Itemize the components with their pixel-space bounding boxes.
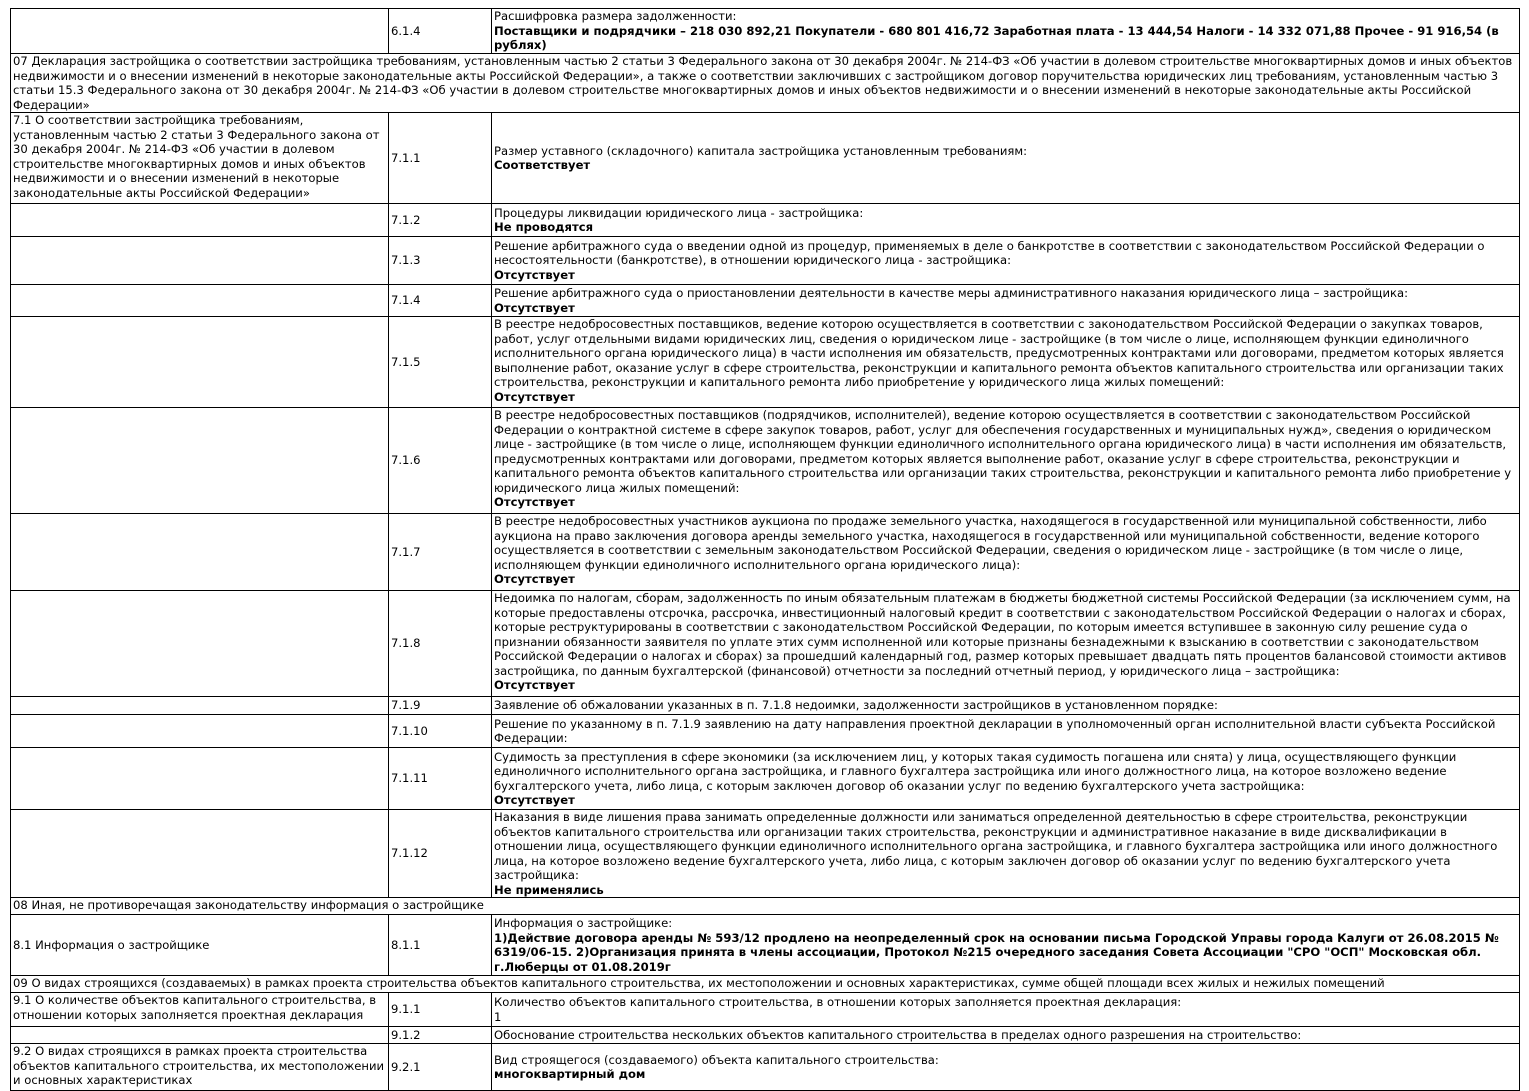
item-label: В реестре недобросовестных поставщиков, ведение которою осуществляется в соответствии с законодательством Российской Федерации о закупках товаров, работ, услуг отдельными видами юридических лиц, сведения о юридическом лице - застройщике (в том числе о лице, исполняющем функции единоличного исполнительного органа юридического лица) в части исполнения им обязательств, предусмотренных контрактами или договорами, предметом которых является выполнение работ, оказание услуг в сфере строительства, реконструкции и капитального ремонта объектов капитального строительства или организации таких строительства, реконструкции и капитального ремонта либо приобретение у юридического лица жилых помещений: <box>494 317 1504 389</box>
item-value: Поставщики и подрядчики – 218 030 892,21 Покупатели - 680 801 416,72 Заработная плата - 13 444,54 Налоги - 14 332 071,88 Прочее - 91 916,54 (в рублях) <box>494 23 1499 53</box>
item-code: 7.1.12 <box>389 810 492 898</box>
item-value: 1)Действие договора аренды № 593/12 продлено на неопределенный срок на основании письма Городской Управы города Калуги от 26.08.2015 № 6319/06-15. 2)Организация принята в члены ассоциации, Протокол №215 очередного заседания Совета Ассоциации "СРО "ОСП" Московская обл. г.Люберцы от 01.08.2019г <box>494 930 1499 974</box>
item-row <box>11 9 1520 54</box>
item-value: Не проводятся <box>494 220 594 234</box>
item-label: Вид строящегося (создаваемого) объекта капитального строительства: <box>494 1052 939 1067</box>
item-code: 6.1.4 <box>389 9 492 54</box>
item-code: 7.1.4 <box>389 285 492 317</box>
item-value: Соответствует <box>494 158 591 172</box>
item-label: В реестре недобросовестных участников аукциона по продаже земельного участка, находящегося в государственной или муниципальной собственности, либо аукциона на право заключения договора аренды земельного участка, находящегося в государственной или муниципальной собственности, ведение которого осуществляется в соответствии с земельным законодательством Российской Федерации, сведения о юридическом лице - застройщике (в том числе о лице, исполняющем функции единоличного исполнительного органа юридического лица): <box>494 514 1487 572</box>
item-label: Размер уставного (складочного) капитала застройщика установленным требованиям: <box>494 143 1028 158</box>
item-code: 9.1.1 <box>389 993 492 1027</box>
item-content <box>492 993 1520 1027</box>
item-content <box>492 697 1520 715</box>
section-title <box>11 514 389 591</box>
section-title <box>11 408 389 514</box>
item-code: 8.1.1 <box>389 915 492 976</box>
item-content <box>492 9 1520 54</box>
item-code: 7.1.1 <box>389 113 492 204</box>
item-code: 7.1.11 <box>389 748 492 810</box>
item-content <box>492 810 1520 898</box>
item-label: Судимость за преступления в сфере экономики (за исключением лиц, у которых такая судимость погашена или снята) у лица, осуществляющего функции единоличного исполнительного органа застройщика, и главного бухгалтера застройщика или иного должностного лица, на которое возложено ведение бухгалтерского учета, либо лица, с которым заключен договор об оказании услуг по ведению бухгалтерского учета застройщика: <box>494 749 1457 793</box>
item-content <box>492 1027 1520 1044</box>
item-code: 7.1.7 <box>389 514 492 591</box>
item-label: Процедуры ликвидации юридического лица - застройщика: <box>494 205 864 220</box>
item-content <box>492 715 1520 748</box>
item-value: Отсутствует <box>494 678 575 692</box>
item-row <box>11 591 1520 697</box>
item-content <box>492 748 1520 810</box>
item-row <box>11 697 1520 715</box>
item-row <box>11 408 1520 514</box>
section-title <box>11 697 389 715</box>
item-content <box>492 237 1520 285</box>
section-header-row <box>11 54 1520 113</box>
item-code: 7.1.8 <box>389 591 492 697</box>
item-label: Заявление об обжаловании указанных в п. 7.1.8 недоимки, задолженности застройщиков в установленном порядке: <box>494 698 1218 713</box>
item-code: 9.1.2 <box>389 1027 492 1044</box>
item-label: Обоснование строительства нескольких объектов капитального строительства в пределах одного разрешения на строительство: <box>494 1027 1302 1042</box>
section-title <box>11 810 389 898</box>
item-value: Отсутствует <box>494 495 575 509</box>
item-label: Количество объектов капитального строительства, в отношении которых заполняется проектная декларация: <box>494 995 1182 1009</box>
section-title <box>11 9 389 54</box>
item-row <box>11 1044 1520 1091</box>
section-title <box>11 748 389 810</box>
item-value: Отсутствует <box>494 389 575 404</box>
section-title <box>11 317 389 408</box>
item-content <box>492 204 1520 237</box>
item-content <box>492 408 1520 514</box>
item-row <box>11 317 1520 408</box>
item-row <box>11 204 1520 237</box>
item-value: Отсутствует <box>494 267 575 282</box>
item-row <box>11 113 1520 204</box>
item-value: Отсутствует <box>494 572 575 586</box>
declaration-table-body <box>11 9 1520 1091</box>
item-code: 7.1.10 <box>389 715 492 748</box>
item-value: 1 <box>494 1009 502 1024</box>
item-row <box>11 810 1520 898</box>
item-label: Расшифровка размера задолженности: <box>494 9 737 24</box>
item-label: В реестре недобросовестных поставщиков (подрядчиков, исполнителей), ведение которою осуществляется в соответствии с законодательством Российской Федерации о контрактной системе в сфере закупок товаров, работ, услуг для обеспечения государственных и муниципальных нужд», сведения о юридическом лице - застройщике (в том числе о лице, исполняющем функции единоличного исполнительного органа юридического лица) в части исполнения им обязательств, предусмотренных контрактами или договорами, предметом которых является выполнение работ, оказание услуг в сфере строительства, реконструкции и капитального ремонта объектов капитального строительства или организации таких строительства, реконструкции и капитального ремонта либо приобретение у юридического лица жилых помещений: <box>494 408 1512 495</box>
item-code: 7.1.5 <box>389 317 492 408</box>
item-row <box>11 748 1520 810</box>
section-title: 8.1 Информация о застройщике <box>11 915 389 976</box>
item-content <box>492 915 1520 976</box>
item-value: Отсутствует <box>494 300 575 315</box>
section-title <box>11 1027 389 1044</box>
item-label: Решение арбитражного суда о приостановлении деятельности в качестве меры административного наказания юридического лица – застройщика: <box>494 286 1408 300</box>
section-title: 9.2 О видах строящихся в рамках проекта строительства объектов капитального строительства, их местоположении и основных характеристиках <box>11 1044 389 1091</box>
item-content <box>492 113 1520 204</box>
item-row <box>11 237 1520 285</box>
item-row <box>11 1027 1520 1044</box>
item-row <box>11 715 1520 748</box>
item-label: Решение по указанному в п. 7.1.9 заявлению на дату направления проектной декларации в уполномоченный орган исполнительной власти субъекта Российской Федерации: <box>494 716 1496 745</box>
item-content <box>492 1044 1520 1091</box>
section-header: 08 Иная, не противоречащая законодательству информация о застройщике <box>11 898 1520 915</box>
section-title <box>11 204 389 237</box>
section-header: 09 О видах строящихся (создаваемых) в рамках проекта строительства объектов капитального строительства, их местоположении и основных характеристиках, сумме общей площади всех жилых и нежилых помещений <box>11 976 1520 993</box>
section-header-row <box>11 976 1520 993</box>
item-value: Отсутствует <box>494 793 575 807</box>
item-row <box>11 285 1520 317</box>
section-header-row <box>11 898 1520 915</box>
section-title <box>11 285 389 317</box>
section-title <box>11 237 389 285</box>
item-content <box>492 285 1520 317</box>
section-header: 07 Декларация застройщика о соответствии застройщика требованиям, установленным частью 2 статьи 3 Федерального закона от 30 декабря 2004г. № 214-ФЗ «Об участии в долевом строительстве многоквартирных домов и иных объектов недвижимости и о внесении изменений в некоторые законодательные акты Российской Федерации», а также о соответствии заключивших с застройщиком договор поручительства юридических лиц требованиям, установленным частью 3 статьи 15.3 Федерального закона от 30 декабря 2004г. № 214-ФЗ «Об участии в долевом строительстве многоквартирных домов и иных объектов недвижимости и о внесении изменений в некоторые законодательные акты Российской Федерации» <box>11 54 1520 113</box>
item-code: 7.1.2 <box>389 204 492 237</box>
item-value: многоквартирный дом <box>494 1067 646 1081</box>
item-code: 7.1.9 <box>389 697 492 715</box>
item-label: Наказания в виде лишения права занимать определенные должности или заниматься определенной деятельностью в сфере строительства, реконструкции объектов капитального строительства или организации таких строительства, реконструкции и административное наказание в виде дисквалификации в отношении лица, осуществляющего функции единоличного исполнительного органа застройщика, и главного бухгалтера застройщика или иного должностного лица, на которое возложено ведение бухгалтерского учета, либо лица, с которым заключен договор об оказании услуг по ведению бухгалтерского учета застройщика: <box>494 810 1498 882</box>
item-code: 7.1.6 <box>389 408 492 514</box>
item-row <box>11 514 1520 591</box>
item-label: Решение арбитражного суда о введении одной из процедур, применяемых в деле о банкротстве в соответствии с законодательством Российской Федерации о несостоятельности (банкротстве), в отношении юридического лица - застройщика: <box>494 238 1485 268</box>
item-label: Информация о застройщике: <box>494 916 673 930</box>
item-row <box>11 993 1520 1027</box>
item-code: 9.2.1 <box>389 1044 492 1091</box>
section-title <box>11 715 389 748</box>
item-label: Недоимка по налогам, сборам, задолженность по иным обязательным платежам в бюджеты бюджетной системы Российской Федерации (за исключением сумм, на которые предоставлены отсрочка, рассрочка, инвестиционный налоговый кредит в соответствии с законодательством Российской Федерации о налогах и сборах, которые реструктурированы в соответствии с законодательством Российской Федерации, по которым имеется вступившее в законную силу решение суда о признании обязанности заявителя по уплате этих сумм исполненной или которые признаны безнадежными к взысканию в соответствии с законодательством Российской Федерации о налогах и сборах) за прошедший календарный год, размер которых превышает двадцать пять процентов балансовой стоимости активов застройщика, по данным бухгалтерской (финансовой) отчетности за последний отчетный период, у юридического лица – застройщика: <box>494 591 1511 678</box>
item-content <box>492 514 1520 591</box>
item-content <box>492 317 1520 408</box>
section-title: 9.1 О количестве объектов капитального строительства, в отношении которых заполняется проектная декларация <box>11 993 389 1027</box>
section-title <box>11 591 389 697</box>
section-title: 7.1 О соответствии застройщика требованиям, установленным частью 2 статьи 3 Федерального закона от 30 декабря 2004г. № 214-ФЗ «Об участии в долевом строительстве многоквартирных домов и иных объектов недвижимости и о внесении изменений в некоторые законодательные акты Российской Федерации» <box>11 113 389 204</box>
item-value: Не применялись <box>494 882 604 897</box>
item-row <box>11 915 1520 976</box>
declaration-table <box>10 8 1520 1091</box>
item-code: 7.1.3 <box>389 237 492 285</box>
item-content <box>492 591 1520 697</box>
